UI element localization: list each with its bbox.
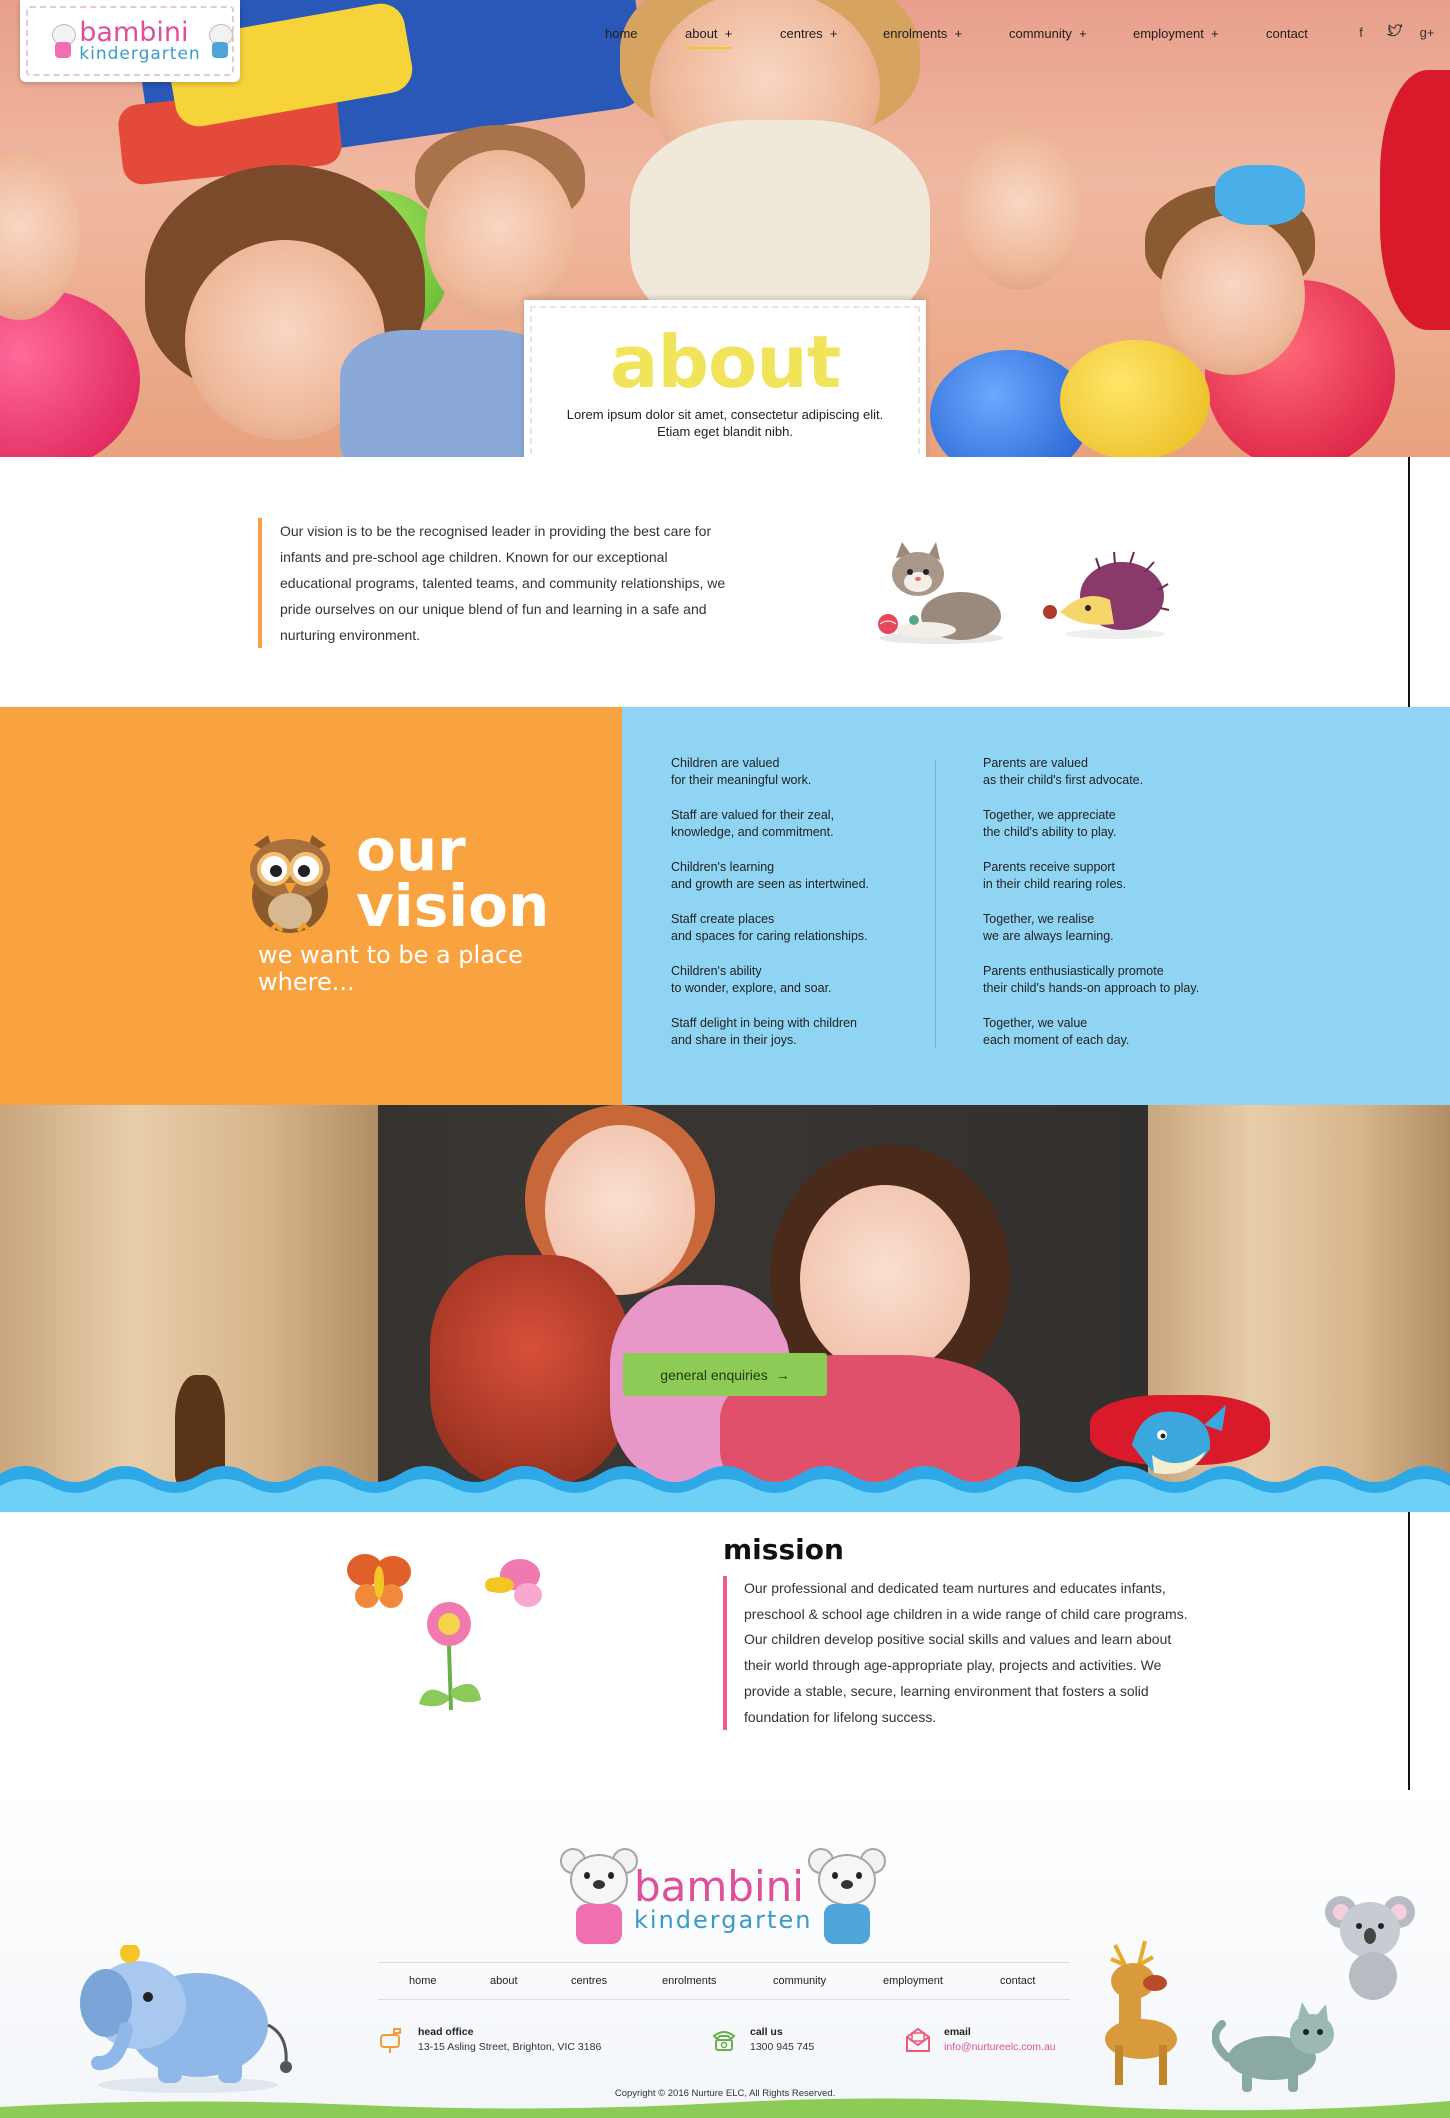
site-logo[interactable] (20, 0, 240, 82)
plus-icon: + (724, 26, 733, 41)
footer-nav-enrolments[interactable]: enrolments (662, 1975, 717, 1987)
mission-title: mission (723, 1533, 844, 1566)
vision-title (356, 816, 550, 940)
hero-banner (0, 0, 1450, 457)
footer-logo-name: bambini (634, 1862, 804, 1911)
vision-item: Together, we realise we are always learning. (983, 912, 1114, 943)
vision-item: Parents receive support in their child rearing roles. (983, 860, 1127, 891)
page-title-card (524, 300, 926, 457)
vision-intro-text: Our vision is to be the recognised leader in providing the best care for infants and pre-school age children. Known for our exceptional educational programs, talented teams, and community relationships, we pride ourselves on our unique blend of fun and learning in a safe and nurturing environment. (280, 523, 726, 643)
nav-about-label: about (685, 26, 718, 41)
nav-centres[interactable] (780, 26, 837, 41)
child-face (800, 1185, 970, 1375)
bear-boy-icon (808, 1848, 886, 1950)
child-face (425, 150, 575, 320)
footer-logo-wordmark (634, 1862, 813, 1934)
head-office-label: head office (418, 2026, 474, 2038)
vision-item: Children's ability to wonder, explore, and soar. (671, 964, 832, 995)
email-address[interactable]: info@nurtureelc.com.au (944, 2041, 1056, 2053)
nav-enrolments[interactable] (883, 26, 962, 41)
nav-about[interactable] (685, 26, 732, 41)
vision-list-children-staff (671, 755, 961, 1067)
footer-logo[interactable] (560, 1848, 890, 1950)
vision-item: Parents are valued as their child's first advocate. (983, 756, 1144, 787)
google-plus-icon[interactable]: g+ (1419, 25, 1435, 40)
general-enquiries-label: general enquiries (660, 1366, 768, 1383)
nav-home[interactable] (605, 26, 638, 41)
bear-boy-icon (205, 22, 232, 60)
vision-list-parents-together (983, 755, 1303, 1067)
nav-contact[interactable] (1266, 26, 1308, 41)
footer-nav (378, 1962, 1070, 2000)
owl-icon (244, 825, 336, 937)
footer-nav-employment[interactable]: employment (883, 1975, 943, 1987)
twitter-icon[interactable] (1386, 24, 1404, 42)
vision-item: Staff delight in being with children and share in their joys. (671, 1016, 857, 1047)
hedgehog-illustration (1040, 550, 1170, 640)
phone-icon (710, 2026, 738, 2054)
logo-wordmark (79, 19, 200, 63)
bear-girl-icon (560, 1848, 638, 1950)
nav-contact-label: contact (1266, 26, 1308, 41)
rag-doll (430, 1255, 630, 1485)
vision-item: Parents enthusiastically promote their child's hands-on approach to play. (983, 964, 1200, 995)
nav-employment[interactable] (1133, 26, 1219, 41)
footer-nav-community[interactable]: community (773, 1975, 827, 1987)
general-enquiries-button[interactable] (623, 1353, 827, 1396)
copyright: Copyright © 2016 Nurture ELC, All Rights Reserved. (614, 2088, 836, 2099)
nav-centres-label: centres (780, 26, 823, 41)
nav-home-label: home (605, 26, 638, 41)
butterflies-flower-illustration (335, 1540, 575, 1720)
page-title: about (609, 320, 841, 404)
bear-girl-icon (48, 22, 75, 60)
nav-community-label: community (1009, 26, 1072, 41)
footer-nav-centres[interactable]: centres (571, 1975, 608, 1987)
nav-community[interactable] (1009, 26, 1087, 41)
hair-flower (1215, 165, 1305, 225)
elephant-illustration (78, 1945, 308, 2095)
children-photo-band (0, 1105, 1450, 1512)
vision-title-line1: our (356, 816, 466, 884)
vision-item: Together, we value each moment of each day. (983, 1016, 1130, 1047)
logo-tagline: kindergarten (79, 44, 201, 64)
email-label: email (944, 2026, 971, 2038)
cat-illustration (866, 538, 1006, 648)
logo-name: bambini (79, 17, 189, 48)
plus-icon: + (829, 26, 838, 41)
grey-cat-illustration (1212, 1998, 1342, 2094)
vision-divider (935, 760, 936, 1048)
red-toy (1380, 70, 1450, 330)
vision-item: Staff are valued for their zeal, knowledge, and commitment. (671, 808, 835, 839)
vision-title-line2: vision (356, 872, 550, 940)
nav-employment-label: employment (1133, 26, 1204, 41)
nav-enrolments-label: enrolments (883, 26, 948, 41)
vision-item: Together, we appreciate the child's ability to play. (983, 808, 1117, 839)
whale-illustration (1122, 1385, 1232, 1485)
footer-nav-home[interactable]: home (409, 1975, 437, 1987)
vision-item: Children's learning and growth are seen as intertwined. (671, 860, 870, 891)
koala-illustration (1325, 1890, 1415, 2002)
vision-item: Staff create places and spaces for caring relationships. (671, 912, 868, 943)
page-subtitle: Lorem ipsum dolor sit amet, consectetur adipiscing elit. Etiam eget blandit nibh. (566, 407, 884, 439)
water-wave-divider (0, 1452, 1450, 1512)
plus-icon: + (1211, 26, 1219, 41)
mission-body (723, 1576, 1193, 1730)
mission-text: Our professional and dedicated team nurtures and educates infants, preschool & school age children in a wide range of child care programs. Our children develop positive social skills and values and learn about their world through age-appropriate play, projects and activities. We provide a stable, secure, learning environment that fosters a solid foundation for lifelong success. (744, 1580, 1188, 1725)
deer-illustration (1085, 1935, 1205, 2095)
call-label: call us (750, 2026, 783, 2038)
footer-logo-tagline: kindergarten (634, 1906, 813, 1934)
call-number[interactable]: 1300 945 745 (750, 2041, 815, 2053)
head-office-address: 13-15 Asling Street, Brighton, VIC 3186 (418, 2041, 602, 2053)
footer-nav-about[interactable]: about (490, 1975, 518, 1987)
facebook-icon[interactable]: f (1359, 25, 1363, 40)
vision-intro (258, 518, 728, 648)
vision-subtitle: we want to be a place where... (258, 941, 523, 996)
plus-icon: + (954, 26, 963, 41)
child-face (960, 130, 1080, 290)
child-face (1160, 215, 1305, 375)
plus-icon: + (1079, 26, 1087, 41)
arrow-right-icon: → (775, 1366, 790, 1383)
mailbox-icon (378, 2026, 406, 2054)
envelope-icon (904, 2026, 932, 2054)
footer-nav-contact[interactable]: contact (1000, 1975, 1036, 1987)
grass-strip (0, 2095, 1450, 2118)
vision-item: Children are valued for their meaningful work. (671, 756, 812, 787)
